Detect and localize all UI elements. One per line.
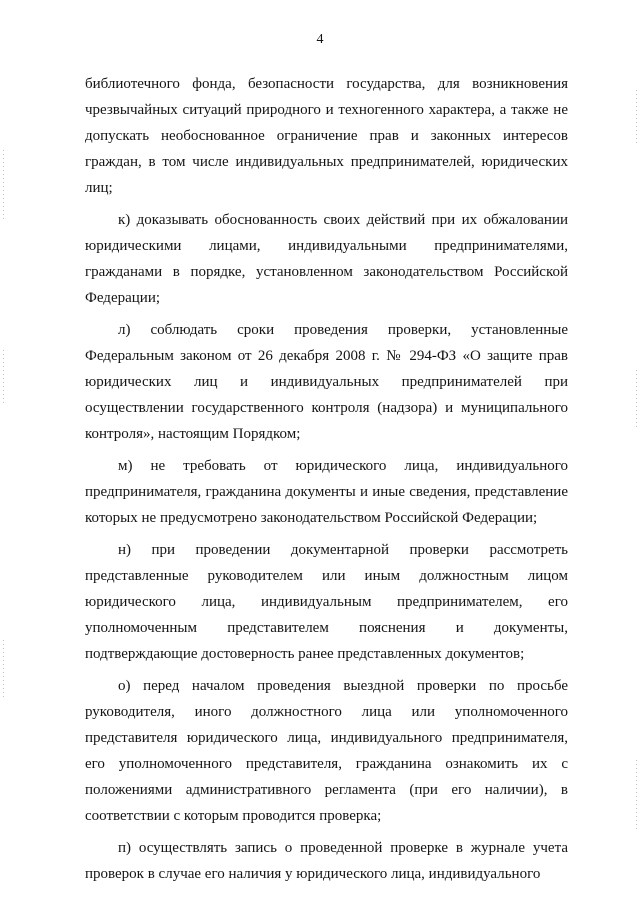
paragraph-k: к) доказывать обоснованность своих действий при их обжаловании юридическими лицами, индивидуальными предпринимателями, гражданами в порядке, установленном законодательством Российской Федерации; — [85, 212, 568, 306]
left-edge-scan-mark — [3, 640, 4, 700]
paragraph-n: н) при проведении документарной проверки рассмотреть представленные руководителем или иным должностным лицом юридического лица, индивидуальным предпринимателем, его уполномоченным представителем пояснения и документы, подтверждающие достоверность ранее представленных документов; — [85, 542, 568, 662]
right-edge-scan-mark — [636, 760, 637, 830]
paragraph-l: л) соблюдать сроки проведения проверки, установленные Федеральным законом от 26 декабря 2008 г. № 294-ФЗ «О защите прав юридических лиц и индивидуальных предпринимателей при осуществлении государственного контроля (надзора) и муниципального контроля», настоящим Порядком; — [85, 322, 568, 442]
page-number: 4 — [316, 32, 324, 47]
paragraph-p: п) осуществлять запись о проведенной проверке в журнале учета проверок в случае его наличия у юридического лица, индивидуального — [85, 840, 568, 882]
paragraph-o: о) перед началом проведения выездной проверки по просьбе руководителя, иного должностного лица или уполномоченного представителя юридического лица, индивидуального предпринимателя, его уполномоченного представителя, гражданина ознакомить их с положениями административного регламента (при его наличии), в соответствии с которым проводится проверка; — [85, 678, 568, 824]
left-edge-scan-mark — [3, 150, 4, 220]
paragraph-m: м) не требовать от юридического лица, индивидуального предпринимателя, гражданина документы и иные сведения, представление которых не предусмотрено законодательством Российской Федерации; — [85, 458, 568, 526]
right-edge-scan-mark — [636, 370, 637, 430]
right-edge-scan-mark — [636, 90, 637, 145]
left-edge-scan-mark — [3, 350, 4, 405]
document-body — [85, 71, 568, 887]
paragraph-continuation: библиотечного фонда, безопасности государства, для возникновения чрезвычайных ситуаций природного и техногенного характера, а также не допускать необоснованное ограничение прав и законных интересов граждан, в том числе индивидуальных предпринимателей, юридических лиц; — [85, 76, 568, 196]
